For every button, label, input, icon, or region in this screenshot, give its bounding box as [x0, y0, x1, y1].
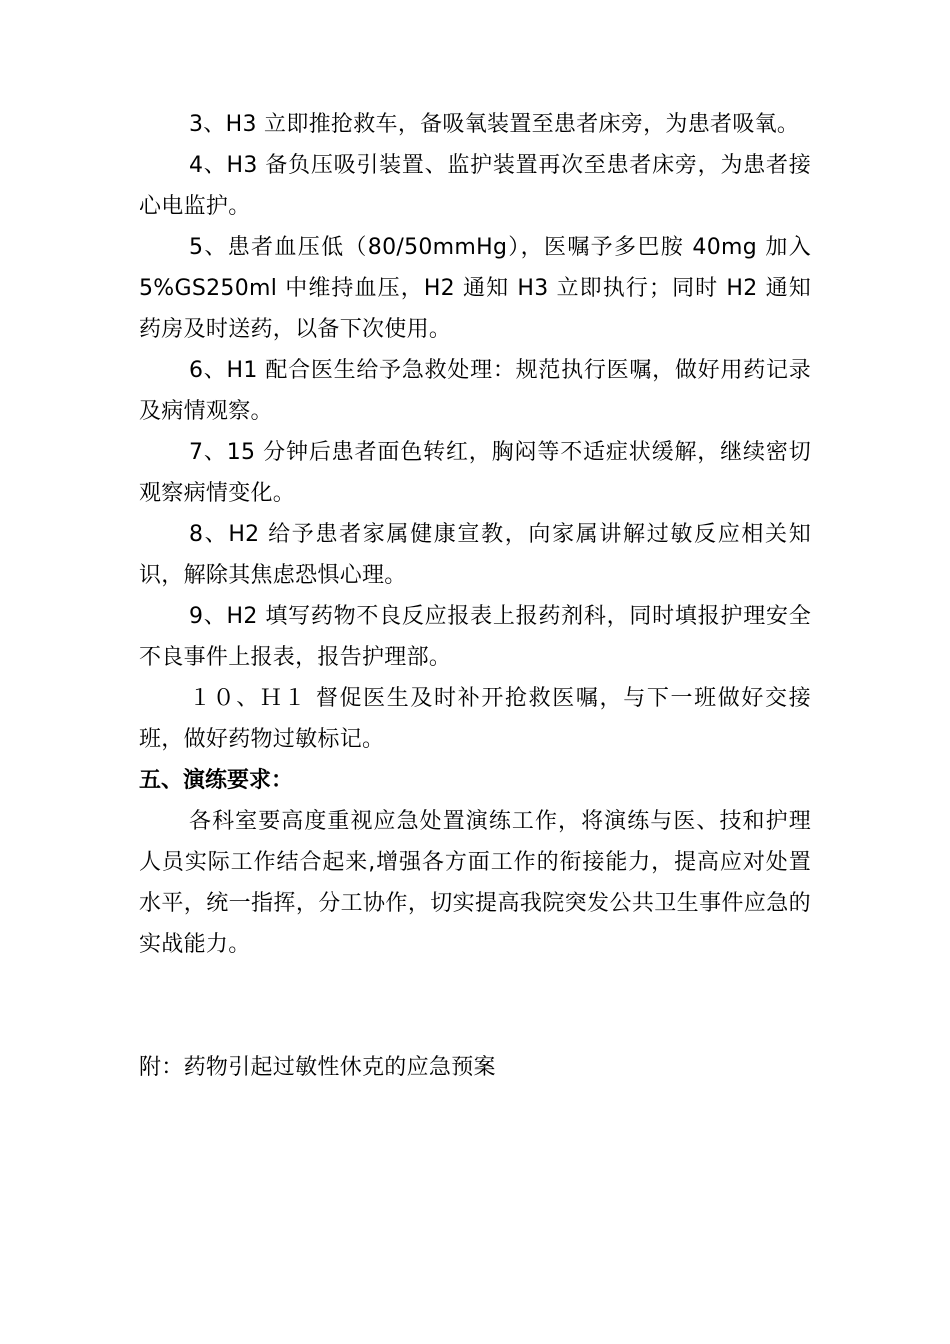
step-4: 4、H3 备负压吸引装置、监护装置再次至患者床旁，为患者接心电监护。 — [139, 153, 811, 219]
step-10: １０、Ｈ１ 督促医生及时补开抢救医嘱，与下一班做好交接班，做好药物过敏标记。 — [139, 686, 811, 752]
blank-space — [139, 965, 811, 1047]
step-9: 9、H2 填写药物不良反应报表上报药剂科，同时填报护理安全不良事件上报表，报告护理部。 — [139, 604, 811, 670]
step-7: 7、15 分钟后患者面色转红，胸闷等不适症状缓解，继续密切观察病情变化。 — [139, 440, 811, 506]
section-heading-requirements: 五、演练要求： — [139, 768, 294, 793]
step-3: 3、H3 立即推抢救车，备吸氧装置至患者床旁，为患者吸氧。 — [189, 112, 800, 137]
attachment-note: 附：药物引起过敏性休克的应急预案 — [139, 1055, 496, 1080]
step-5: 5、患者血压低（80/50mmHg），医嘱予多巴胺 40mg 加入 5%GS250ml 中维持血压，H2 通知 H3 立即执行；同时 H2 通知药房及时送药，以备下次使用。 — [139, 235, 811, 342]
document-page — [139, 104, 811, 1088]
requirements-paragraph: 各科室要高度重视应急处置演练工作，将演练与医、技和护理人员实际工作结合起来,增强各方面工作的衔接能力，提高应对处置水平，统一指挥，分工协作，切实提高我院突发公共卫生事件应急的实战能力。 — [139, 809, 811, 957]
step-6: 6、H1 配合医生给予急救处理：规范执行医嘱，做好用药记录及病情观察。 — [139, 358, 811, 424]
step-8: 8、H2 给予患者家属健康宣教，向家属讲解过敏反应相关知识，解除其焦虑恐惧心理。 — [139, 522, 811, 588]
